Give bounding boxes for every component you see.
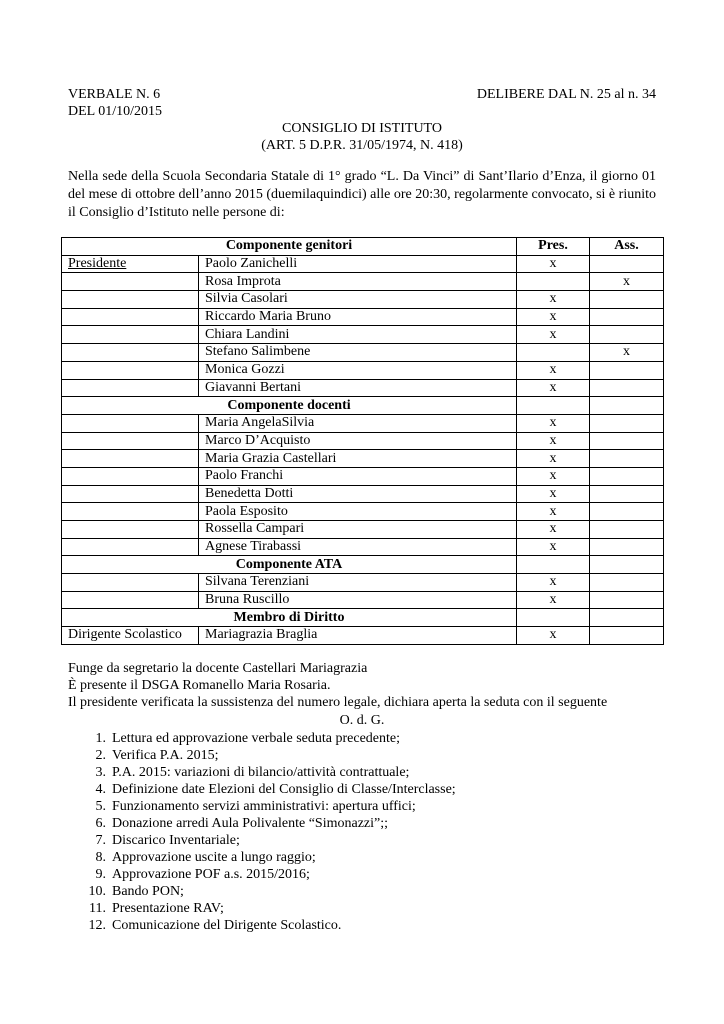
agenda-item-number: 12. (88, 918, 106, 933)
absent-mark: x (590, 344, 664, 362)
absent-mark (590, 379, 664, 397)
table-row (62, 308, 664, 326)
table-row (62, 255, 664, 273)
present-mark: x (517, 361, 590, 379)
agenda-item (95, 730, 456, 747)
member-role: Dirigente Scolastico (62, 627, 199, 645)
table-row (62, 485, 664, 503)
absent-mark (590, 361, 664, 379)
absent-mark (590, 591, 664, 609)
agenda-item (95, 764, 456, 781)
agenda-item (95, 781, 456, 798)
absent-mark (590, 326, 664, 344)
member-role (62, 591, 199, 609)
intro-paragraph: Nella sede della Scuola Secondaria Statale di 1° grado “L. Da Vinci” di Sant’Ilario d’Enza, il giorno 01 del mese di ottobre dell’anno 2015 (duemilaquindici) alle ore 20:30, regolarmente convocato, si è riunito il Consiglio d’Istituto nelle persone di: (68, 169, 656, 220)
section-title: Membro di Diritto (62, 609, 517, 627)
empty-cell (517, 556, 590, 574)
member-name: Silvia Casolari (199, 291, 517, 309)
table-row (62, 379, 664, 397)
table-row (62, 538, 664, 556)
absent-mark (590, 291, 664, 309)
agenda-item-number: 6. (95, 816, 106, 831)
section-header-row (62, 397, 664, 415)
verbale-number: VERBALE N. 6 (68, 87, 161, 102)
member-name: Paola Esposito (199, 503, 517, 521)
agenda-item (89, 900, 456, 917)
section-title: Componente ATA (62, 556, 517, 574)
table-row (62, 627, 664, 645)
present-mark: x (517, 485, 590, 503)
agenda-item (95, 849, 456, 866)
delibere-range: DELIBERE DAL N. 25 al n. 34 (476, 87, 656, 102)
present-mark: x (517, 308, 590, 326)
present-mark: x (517, 521, 590, 539)
section-title: Componente genitori (62, 238, 517, 256)
attendance-table (61, 237, 664, 645)
section-title: Componente docenti (62, 397, 517, 415)
column-header-pres: Pres. (517, 238, 590, 256)
table-row (62, 273, 664, 291)
empty-cell (517, 397, 590, 415)
quorum-line: Il presidente verificata la sussistenza del numero legale, dichiara aperta la seduta con il seguente (68, 695, 608, 710)
agenda-item-text: Lettura ed approvazione verbale seduta precedente; (112, 731, 401, 746)
member-name: Rossella Campari (199, 521, 517, 539)
agenda-item (95, 815, 456, 832)
agenda-item (95, 866, 456, 883)
member-name: Agnese Tirabassi (199, 538, 517, 556)
present-mark: x (517, 591, 590, 609)
present-mark: x (517, 255, 590, 273)
table-row (62, 414, 664, 432)
table-row (62, 326, 664, 344)
member-name: Paolo Zanichelli (199, 255, 517, 273)
agenda-item-text: Donazione arredi Aula Polivalente “Simonazzi”;; (112, 816, 389, 831)
empty-cell (590, 397, 664, 415)
member-name: Giavanni Bertani (199, 379, 517, 397)
agenda-item (88, 917, 456, 934)
secretary-line: Funge da segretario la docente Castellari Mariagrazia (68, 661, 368, 676)
agenda-item-number: 1. (95, 731, 106, 746)
absent-mark: x (590, 273, 664, 291)
present-mark: x (517, 414, 590, 432)
present-mark: x (517, 627, 590, 645)
agenda-item-number: 2. (95, 748, 106, 763)
agenda-item-text: Definizione date Elezioni del Consiglio di Classe/Interclasse; (112, 782, 456, 797)
column-header-ass: Ass. (590, 238, 664, 256)
agenda-item-text: Approvazione POF a.s. 2015/2016; (112, 867, 310, 882)
agenda-item-text: Funzionamento servizi amministrativi: apertura uffici; (112, 799, 416, 814)
absent-mark (590, 627, 664, 645)
agenda-item-number: 9. (95, 867, 106, 882)
absent-mark (590, 414, 664, 432)
present-mark: x (517, 538, 590, 556)
absent-mark (590, 503, 664, 521)
member-name: Stefano Salimbene (199, 344, 517, 362)
empty-cell (590, 556, 664, 574)
table-row (62, 361, 664, 379)
member-role: Presidente (62, 255, 199, 273)
section-header-row (62, 556, 664, 574)
agenda-item-text: Discarico Inventariale; (112, 833, 240, 848)
member-name: Bruna Ruscillo (199, 591, 517, 609)
agenda-item-text: Approvazione uscite a lungo raggio; (112, 850, 316, 865)
agenda-item-text: Comunicazione del Dirigente Scolastico. (112, 918, 342, 933)
member-role (62, 308, 199, 326)
agenda-item-number: 4. (95, 782, 106, 797)
empty-cell (590, 609, 664, 627)
present-mark: x (517, 574, 590, 592)
table-row (62, 344, 664, 362)
section-header-row (62, 609, 664, 627)
member-name: Mariagrazia Braglia (199, 627, 517, 645)
agenda-item-number: 7. (95, 833, 106, 848)
agenda-item-number: 8. (95, 850, 106, 865)
agenda-item-number: 10. (88, 884, 106, 899)
member-role (62, 273, 199, 291)
agenda-item-number: 5. (95, 799, 106, 814)
agenda-item-text: Presentazione RAV; (112, 901, 224, 916)
table-row (62, 467, 664, 485)
member-name: Silvana Terenziani (199, 574, 517, 592)
member-role (62, 414, 199, 432)
member-name: Marco D’Acquisto (199, 432, 517, 450)
present-mark (517, 273, 590, 291)
dsga-line: È presente il DSGA Romanello Maria Rosaria. (68, 678, 331, 693)
absent-mark (590, 521, 664, 539)
agenda-item (95, 747, 456, 764)
absent-mark (590, 255, 664, 273)
member-role (62, 344, 199, 362)
agenda-item (95, 798, 456, 815)
document-title: CONSIGLIO DI ISTITUTO (282, 121, 442, 136)
member-name: Chiara Landini (199, 326, 517, 344)
member-name: Benedetta Dotti (199, 485, 517, 503)
member-role (62, 450, 199, 468)
odg-title: O. d. G. (339, 713, 385, 728)
present-mark: x (517, 326, 590, 344)
absent-mark (590, 432, 664, 450)
present-mark: x (517, 503, 590, 521)
member-name: Rosa Improta (199, 273, 517, 291)
absent-mark (590, 574, 664, 592)
table-row (62, 521, 664, 539)
agenda-list (68, 730, 456, 934)
member-role (62, 326, 199, 344)
member-role (62, 503, 199, 521)
member-name: Riccardo Maria Bruno (199, 308, 517, 326)
section-header-row (62, 238, 664, 256)
table-row (62, 450, 664, 468)
present-mark: x (517, 467, 590, 485)
member-role (62, 538, 199, 556)
member-role (62, 432, 199, 450)
present-mark (517, 344, 590, 362)
member-role (62, 291, 199, 309)
absent-mark (590, 485, 664, 503)
member-name: Monica Gozzi (199, 361, 517, 379)
member-role (62, 574, 199, 592)
agenda-item (95, 832, 456, 849)
member-name: Paolo Franchi (199, 467, 517, 485)
present-mark: x (517, 450, 590, 468)
member-role (62, 379, 199, 397)
empty-cell (517, 609, 590, 627)
present-mark: x (517, 432, 590, 450)
agenda-item-text: P.A. 2015: variazioni di bilancio/attività contrattuale; (112, 765, 410, 780)
agenda-item-number: 11. (89, 901, 106, 916)
member-name: Maria Grazia Castellari (199, 450, 517, 468)
member-role (62, 467, 199, 485)
present-mark: x (517, 379, 590, 397)
present-mark: x (517, 291, 590, 309)
agenda-item-text: Bando PON; (112, 884, 184, 899)
table-row (62, 574, 664, 592)
agenda-item-text: Verifica P.A. 2015; (112, 748, 219, 763)
absent-mark (590, 538, 664, 556)
absent-mark (590, 450, 664, 468)
table-row (62, 432, 664, 450)
table-row (62, 503, 664, 521)
verbale-date: DEL 01/10/2015 (68, 104, 162, 119)
absent-mark (590, 467, 664, 485)
member-role (62, 485, 199, 503)
table-row (62, 291, 664, 309)
header-row (68, 86, 656, 103)
member-role (62, 521, 199, 539)
absent-mark (590, 308, 664, 326)
table-row (62, 591, 664, 609)
agenda-item (88, 883, 456, 900)
agenda-item-number: 3. (95, 765, 106, 780)
member-name: Maria AngelaSilvia (199, 414, 517, 432)
member-role (62, 361, 199, 379)
document-subtitle: (ART. 5 D.P.R. 31/05/1974, N. 418) (261, 138, 463, 153)
